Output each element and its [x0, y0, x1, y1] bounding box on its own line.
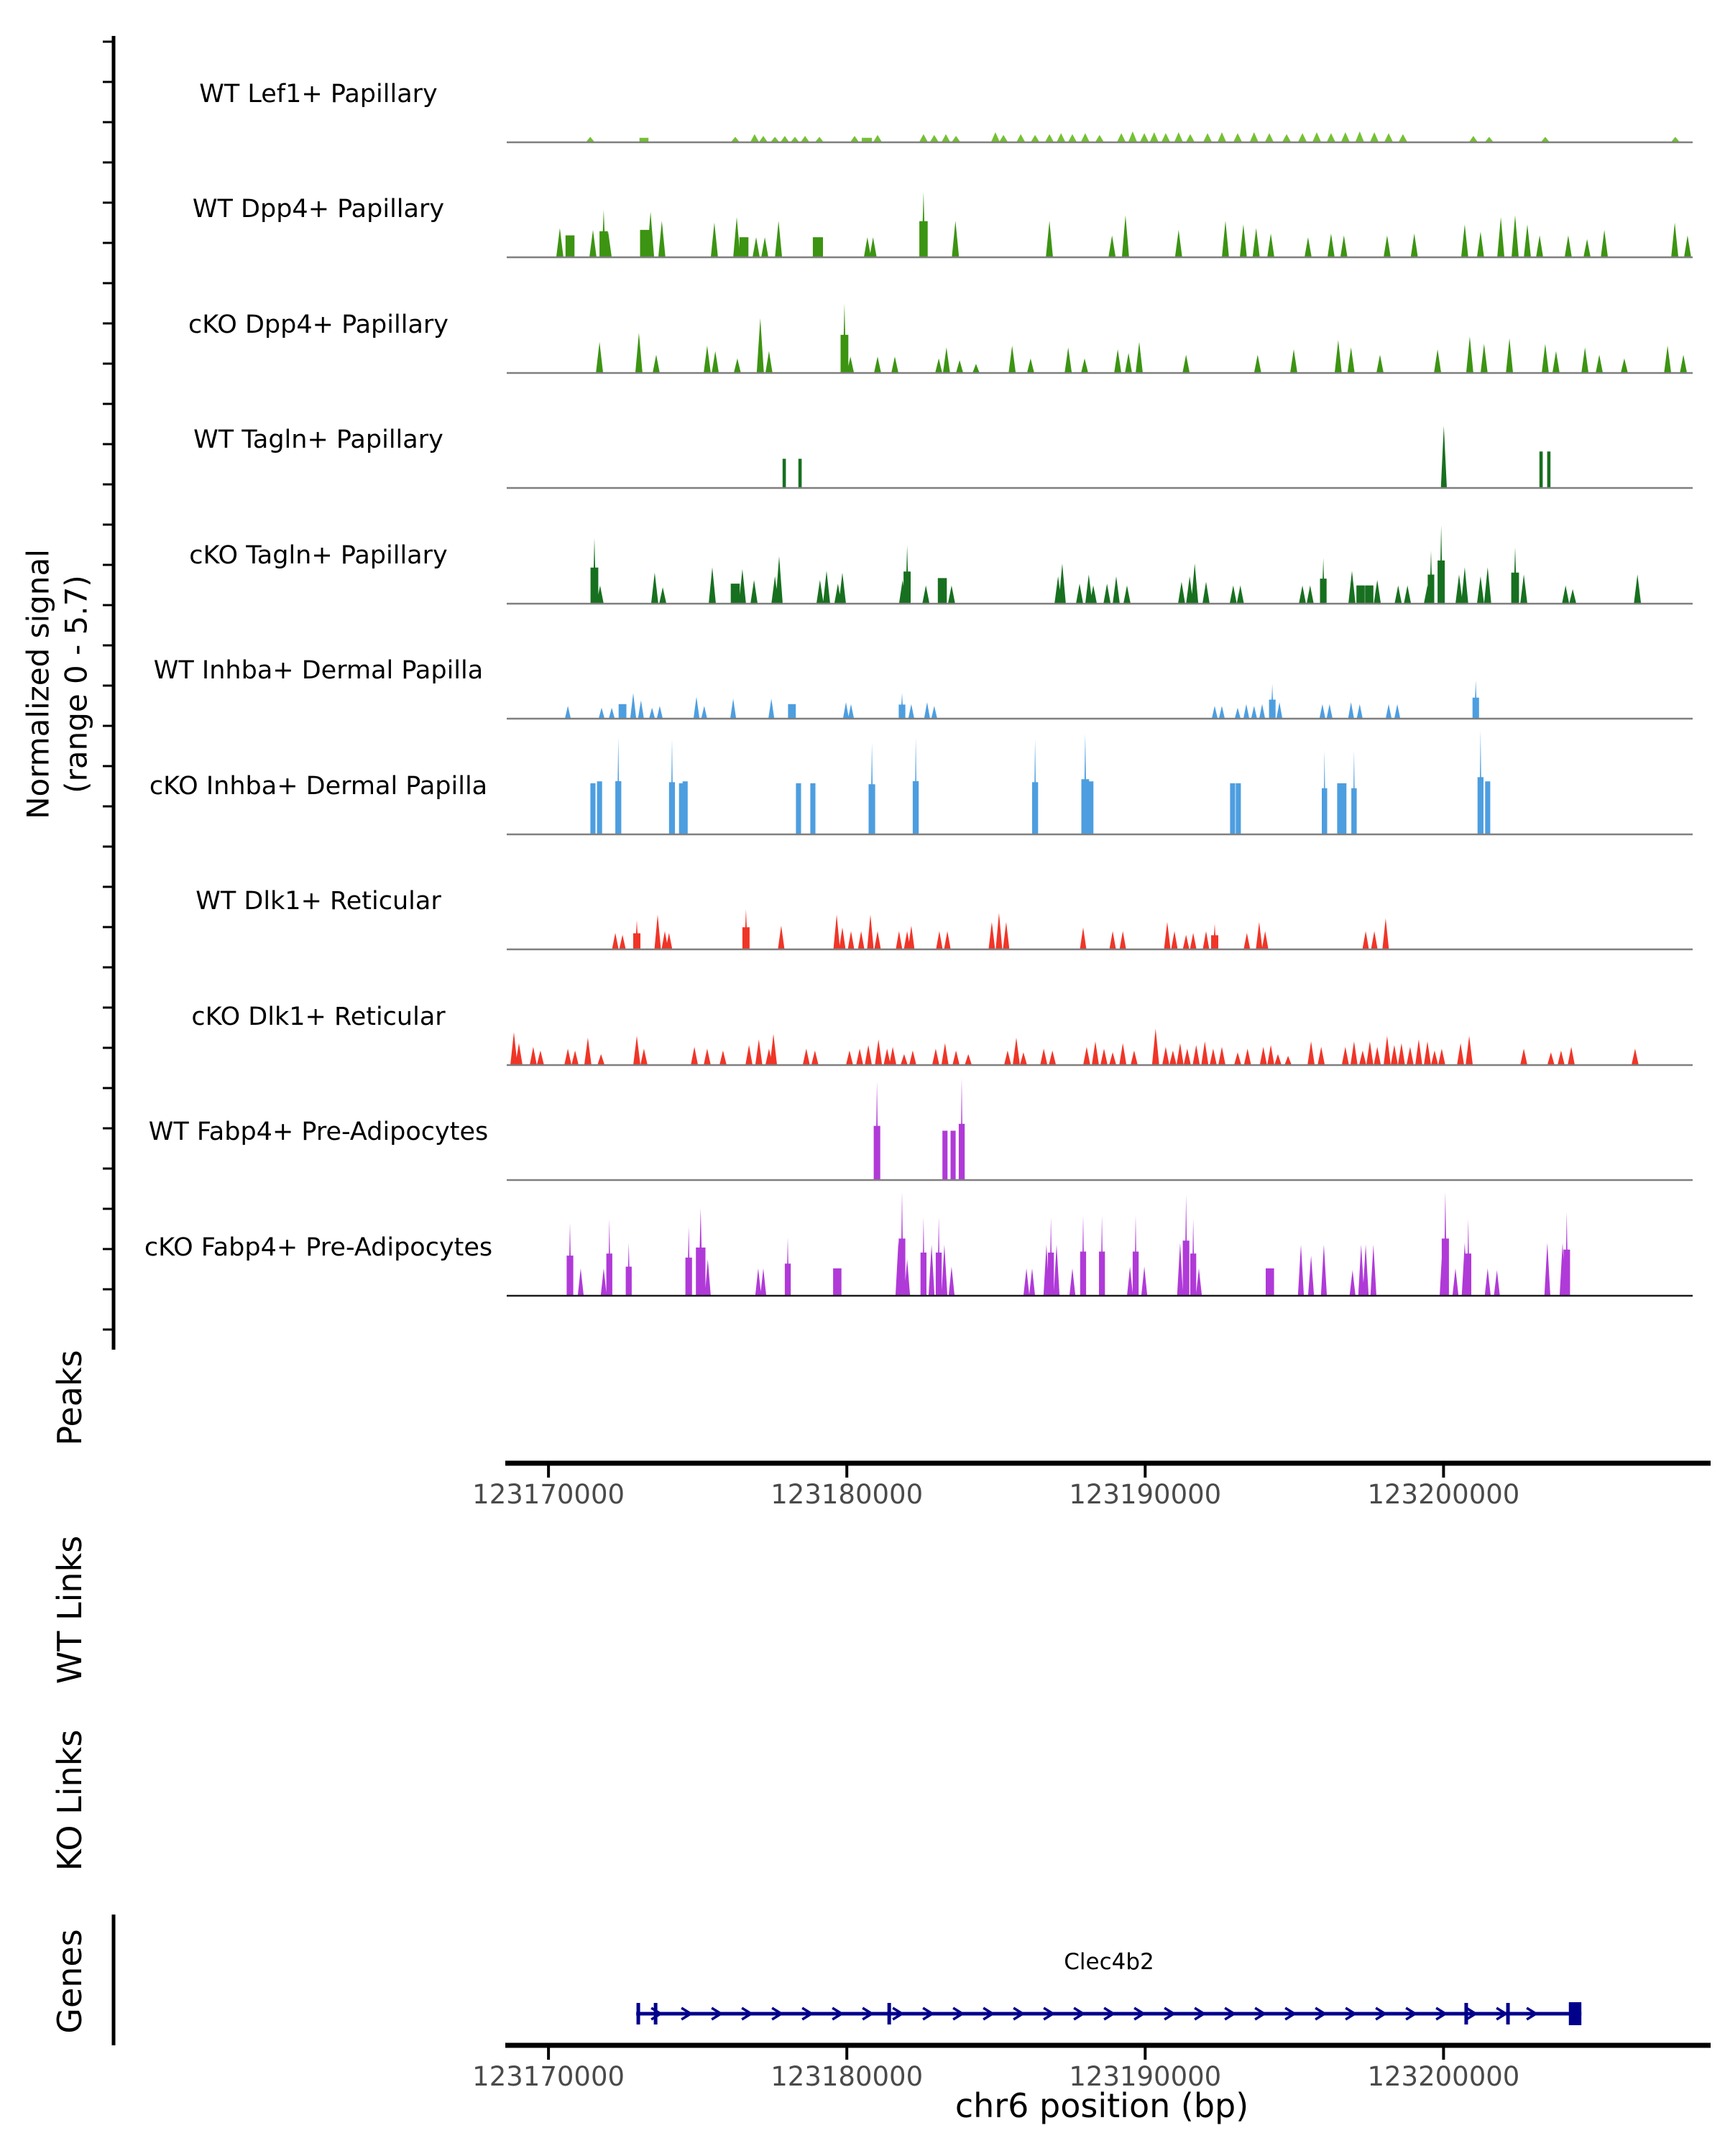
track-label-cko-inhba: cKO Inhba+ Dermal Papilla	[149, 772, 488, 801]
track-label-wt-tagln: WT Tagln+ Papillary	[193, 425, 443, 454]
track-signal-3	[783, 426, 1550, 488]
gene-exon-mark	[637, 2003, 640, 2024]
gene-name-label: Clec4b2	[1064, 1949, 1154, 1975]
gene-exon-mark	[1506, 2003, 1510, 2024]
y-axis-label-line2: (range 0 - 5.7)	[58, 575, 93, 793]
gene-exon-mark	[654, 2003, 658, 2024]
genome-axis-tick-label: 123200000	[1367, 2061, 1520, 2092]
section-label-peaks: Peaks	[50, 1350, 89, 1446]
track-label-wt-dpp4: WT Dpp4+ Papillary	[192, 195, 445, 224]
track-label-cko-fabp4: cKO Fabp4+ Pre-Adipocytes	[144, 1233, 493, 1262]
genome-axis-tick-label: 123190000	[1069, 2061, 1222, 2092]
section-label-ko-links: KO Links	[50, 1729, 89, 1871]
genome-axis-tick-label: 123180000	[770, 2061, 924, 2092]
section-label-genes: Genes	[50, 1929, 89, 2034]
track-signal-1	[556, 192, 1691, 257]
track-label-wt-inhba: WT Inhba+ Dermal Papilla	[153, 656, 484, 685]
y-axis-label	[20, 289, 96, 1079]
track-signal-10	[566, 1192, 1570, 1296]
section-label-wt-links: WT Links	[50, 1535, 89, 1685]
track-signal-2	[596, 304, 1687, 374]
genome-axis-tick-label: 123170000	[472, 2061, 625, 2092]
track-signal-9	[874, 1078, 965, 1180]
track-signal-4	[591, 525, 1642, 604]
track-label-wt-lef1: WT Lef1+ Papillary	[199, 80, 438, 109]
track-signal-0	[586, 132, 1680, 142]
track-label-wt-dlk1: WT Dlk1+ Reticular	[196, 887, 441, 916]
track-label-cko-tagln: cKO Tagln+ Papillary	[189, 541, 448, 570]
track-signal-5	[565, 681, 1479, 719]
track-label-cko-dpp4: cKO Dpp4+ Papillary	[188, 310, 448, 339]
peaks-axis-tick-label: 123190000	[1069, 1479, 1222, 1510]
x-axis-title: chr6 position (bp)	[954, 2086, 1249, 2125]
y-axis-label-line1: Normalized signal	[20, 549, 56, 819]
track-signal-6	[590, 730, 1490, 834]
peaks-axis-tick-label: 123180000	[770, 1479, 924, 1510]
track-label-wt-fabp4: WT Fabp4+ Pre-Adipocytes	[148, 1118, 489, 1146]
gene-terminal-exon	[1569, 2002, 1581, 2025]
track-label-cko-dlk1: cKO Dlk1+ Reticular	[191, 1003, 446, 1031]
peaks-axis-tick-label: 123170000	[472, 1479, 625, 1510]
gene-exon-mark	[1464, 2003, 1468, 2024]
peaks-axis-tick-label: 123200000	[1367, 1479, 1520, 1510]
track-signal-7	[612, 909, 1389, 949]
gene-exon-mark	[888, 2003, 891, 2024]
track-signal-8	[510, 1028, 1639, 1065]
